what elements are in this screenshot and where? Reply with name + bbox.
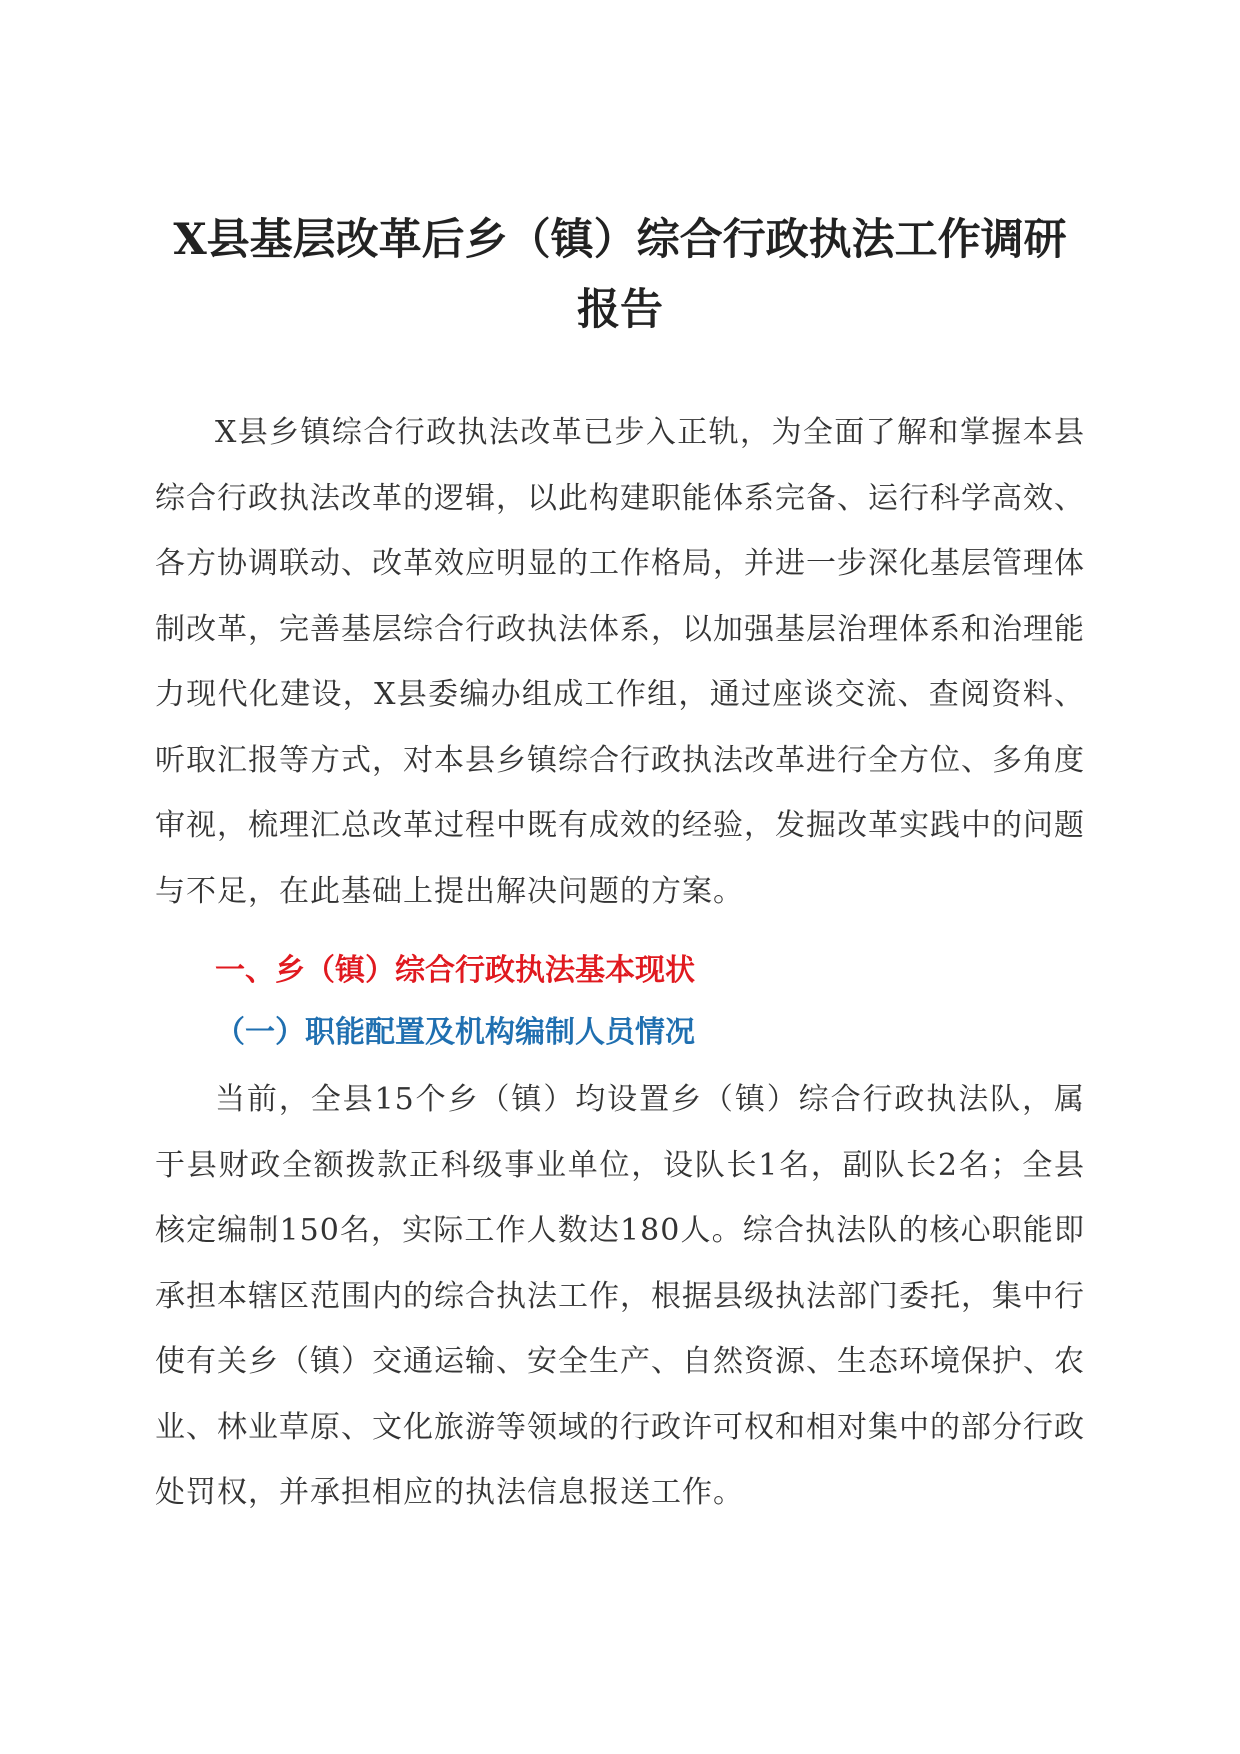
subsection-paragraph: 当前，全县15个乡（镇）均设置乡（镇）综合行政执法队，属于县财政全额拨款正科级事业单位，设队长1名，副队长2名；全县核定编制150名，实际工作人数达180人。综合执法队的核心职能即承担本辖区范围内的综合执法工作，根据县级执法部门委托，集中行使有关乡（镇）交通运输、安全生产、自然资源、生态环境保护、农业、林业草原、文化旅游等领域的行政许可权和相对集中的部分行政处罚权，并承担相应的执法信息报送工作。 [155,1082,1085,1510]
intro-paragraph: X县乡镇综合行政执法改革已步入正轨，为全面了解和掌握本县综合行政执法改革的逻辑，以此构建职能体系完备、运行科学高效、各方协调联动、改革效应明显的工作格局，并进一步深化基层管理体制改革，完善基层综合行政执法体系，以加强基层治理体系和治理能力现代化建设，X县委编办组成工作组，通过座谈交流、查阅资料、听取汇报等方式，对本县乡镇综合行政执法改革进行全方位、多角度审视，梳理汇总改革过程中既有成效的经验，发掘改革实践中的问题与不足，在此基础上提出解决问题的方案。 [155,415,1085,909]
document-title: X县基层改革后乡（镇）综合行政执法工作调研报告 [173,215,1067,335]
document-body [155,205,1085,1526]
subsection-heading: （一）职能配置及机构编制人员情况 [215,1015,695,1050]
section-heading: 一、乡（镇）综合行政执法基本现状 [215,953,695,988]
